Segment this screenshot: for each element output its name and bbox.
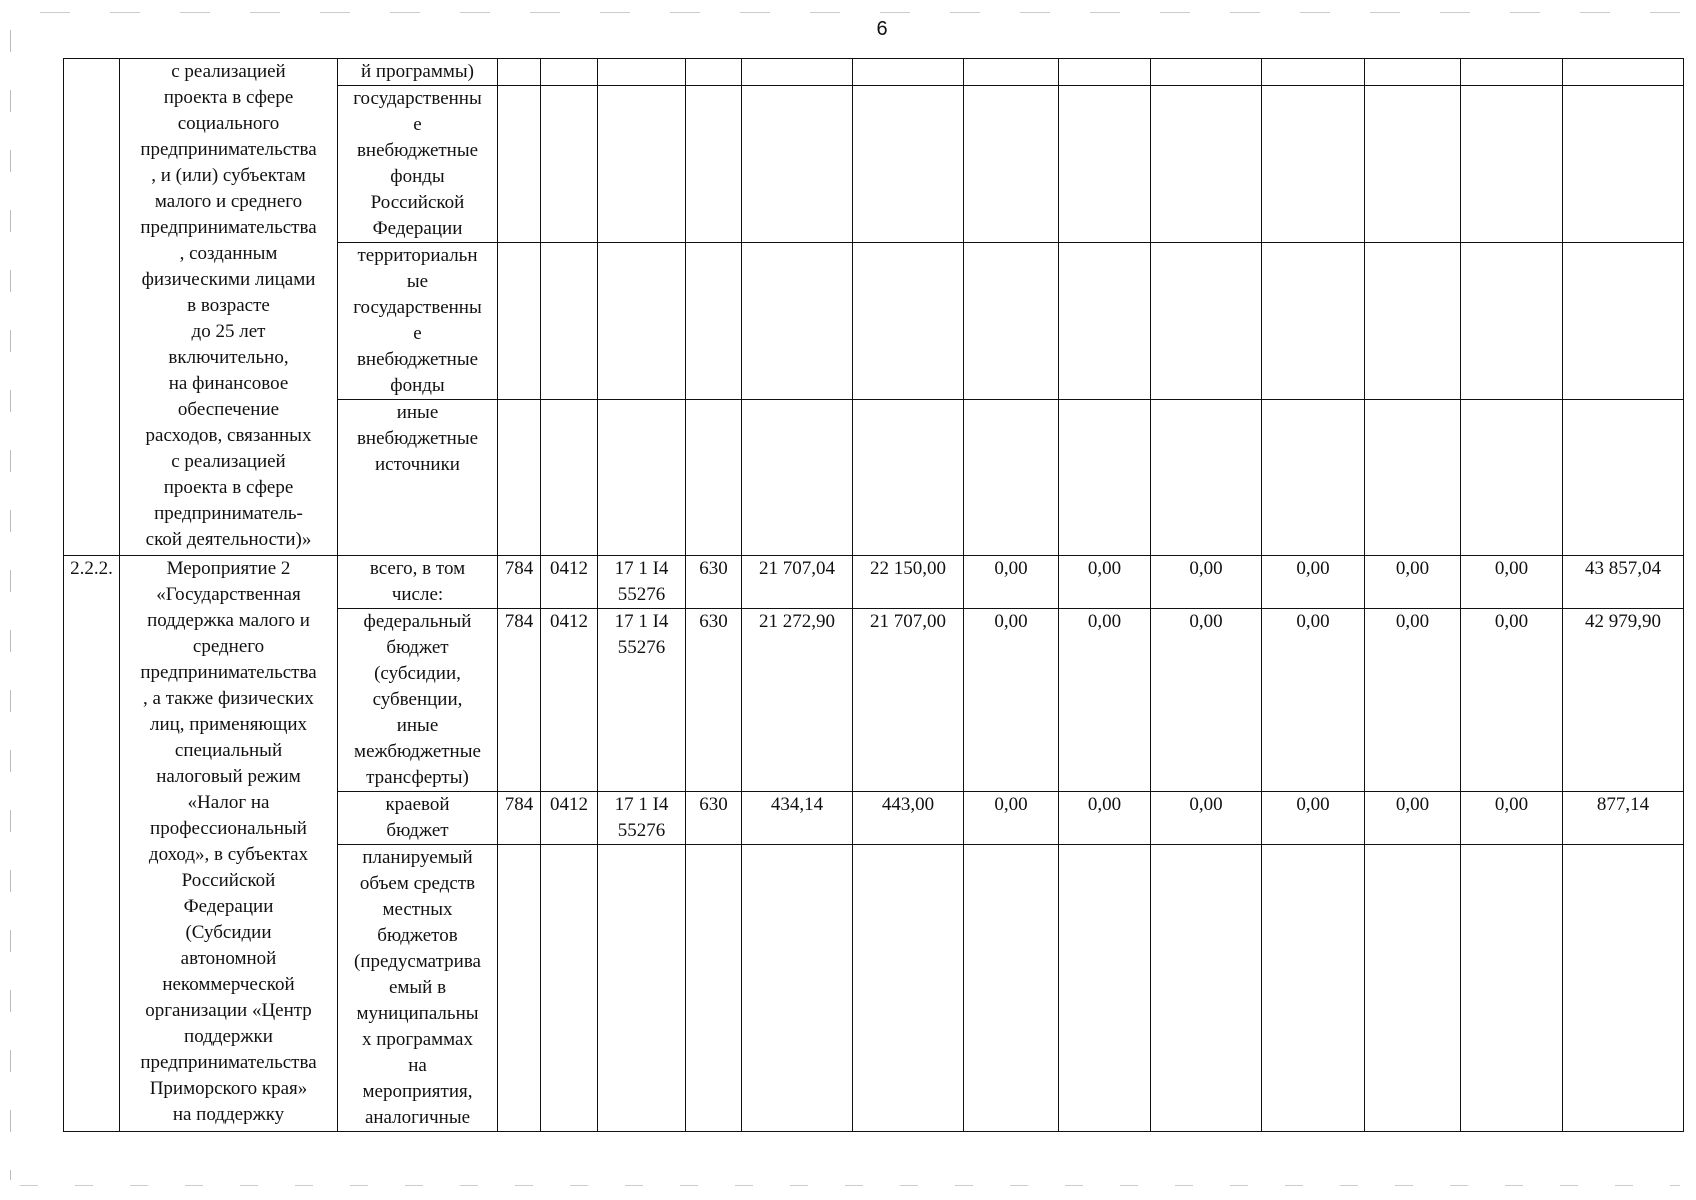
value-cell: 0,00 — [1059, 556, 1151, 609]
value-cell: 0,00 — [1262, 609, 1365, 792]
value-cell: 0,00 — [964, 556, 1059, 609]
table-row — [64, 556, 1684, 609]
total-cell: 42 979,90 — [1563, 609, 1684, 792]
value-cell: 0,00 — [1151, 556, 1262, 609]
value-cell: 443,00 — [853, 792, 964, 845]
rzpr-cell: 0412 — [541, 609, 598, 792]
total-cell: 43 857,04 — [1563, 556, 1684, 609]
value-cell: 0,00 — [1059, 792, 1151, 845]
csr-cell: 17 1 I4 55276 — [598, 556, 686, 609]
table-row — [64, 59, 1684, 86]
funding-source-cell: государственны е внебюджетные фонды Российской Федерации — [338, 86, 498, 243]
total-cell: 877,14 — [1563, 792, 1684, 845]
value-cell: 0,00 — [1461, 609, 1563, 792]
rzpr-cell: 0412 — [541, 792, 598, 845]
item-name-cell: Мероприятие 2 «Государственная поддержка малого и среднего предпринимательства , а также физических лиц, применяющих специальный налоговый режим «Налог на профессиональный доход», в субъектах Российской Федерации (Субсидии автономной некоммерческой организации «Центр поддержки предпринимательства Приморского края» на поддержку — [120, 556, 338, 1132]
value-cell: 0,00 — [964, 609, 1059, 792]
funding-source-cell: краевой бюджет — [338, 792, 498, 845]
grbs-cell: 784 — [498, 792, 541, 845]
funding-source-cell: федеральный бюджет (субсидии, субвенции, иные межбюджетные трансферты) — [338, 609, 498, 792]
funding-source-cell: территориальн ые государственны е внебюджетные фонды — [338, 243, 498, 400]
value-cell: 21 272,90 — [742, 609, 853, 792]
budget-table — [63, 58, 1684, 1132]
scan-artifact-left — [10, 30, 11, 1180]
value-cell: 0,00 — [1461, 792, 1563, 845]
grbs-cell: 784 — [498, 609, 541, 792]
funding-source-cell: й программы) — [338, 59, 498, 86]
value-cell: 0,00 — [1151, 609, 1262, 792]
value-cell: 434,14 — [742, 792, 853, 845]
scan-artifact-bottom — [20, 1185, 1680, 1186]
grbs-cell: 784 — [498, 556, 541, 609]
item-name-cell: с реализацией проекта в сфере социального предпринимательства , и (или) субъектам малого и среднего предпринимательства , созданным физическими лицами в возрасте до 25 лет включительно, на финансовое обеспечение расходов, связанных с реализацией проекта в сфере предприниматель- ской деятельности)» — [120, 59, 338, 556]
funding-source-cell: планируемый объем средств местных бюджетов (предусматрива емый в муниципальны х программах на мероприятия, аналогичные — [338, 845, 498, 1132]
value-cell: 0,00 — [1365, 609, 1461, 792]
value-cell: 0,00 — [1262, 556, 1365, 609]
value-cell: 0,00 — [1365, 792, 1461, 845]
row-number-cell — [64, 59, 120, 556]
value-cell: 0,00 — [1461, 556, 1563, 609]
csr-cell: 17 1 I4 55276 — [598, 792, 686, 845]
funding-source-cell: всего, в том числе: — [338, 556, 498, 609]
value-cell: 0,00 — [1365, 556, 1461, 609]
value-cell: 21 707,00 — [853, 609, 964, 792]
row-number-cell: 2.2.2. — [64, 556, 120, 1132]
vr-cell: 630 — [686, 792, 742, 845]
vr-cell: 630 — [686, 556, 742, 609]
page-number: 6 — [876, 18, 888, 40]
value-cell: 0,00 — [964, 792, 1059, 845]
value-cell: 0,00 — [1059, 609, 1151, 792]
vr-cell: 630 — [686, 609, 742, 792]
rzpr-cell: 0412 — [541, 556, 598, 609]
funding-source-cell: иные внебюджетные источники — [338, 400, 498, 556]
value-cell: 0,00 — [1262, 792, 1365, 845]
value-cell: 22 150,00 — [853, 556, 964, 609]
scan-artifact-top — [40, 12, 1680, 13]
value-cell: 21 707,04 — [742, 556, 853, 609]
csr-cell: 17 1 I4 55276 — [598, 609, 686, 792]
value-cell: 0,00 — [1151, 792, 1262, 845]
